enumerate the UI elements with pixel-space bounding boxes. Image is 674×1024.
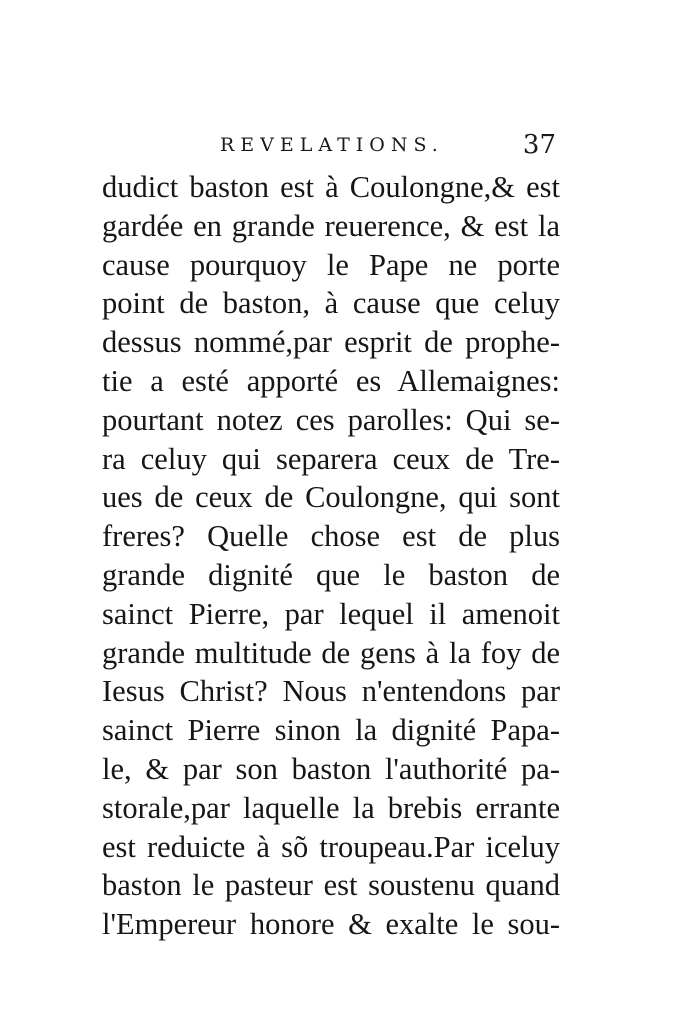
text-line: cause pourquoy le Pape ne porte — [102, 247, 560, 282]
text-line: est reduicte à sõ troupeau.Par iceluy — [102, 829, 560, 864]
running-head-title: REVELATIONS. — [220, 134, 444, 156]
running-head — [100, 130, 562, 166]
text-line: sainct Pierre, par lequel il amenoit — [102, 596, 560, 631]
text-line: grande multitude de gens à la foy de — [102, 635, 560, 670]
text-line: pourtant notez ces parolles: Qui se- — [102, 402, 560, 437]
body-text — [102, 168, 560, 944]
text-line: dudict baston est à Coulongne,& est — [102, 170, 560, 204]
page-number: 37 — [522, 130, 556, 160]
text-line: le, & par son baston l'authorité pa- — [102, 751, 560, 786]
text-line: freres? Quelle chose est de plus — [102, 519, 560, 554]
text-line: ra celuy qui separera ceux de Tre- — [102, 441, 560, 476]
text-line: Iesus Christ? Nous n'entendons par — [102, 674, 560, 709]
text-line: gardée en grande reuerence, & est la — [102, 208, 560, 243]
text-line: sainct Pierre sinon la dignité Papa- — [102, 713, 560, 748]
text-line: ues de ceux de Coulongne, qui sont — [102, 480, 560, 515]
text-line: baston le pasteur est soustenu quand — [102, 868, 560, 903]
text-line: storale,par laquelle la brebis errante — [102, 790, 560, 825]
text-line: grande dignité que le baston de — [102, 557, 560, 592]
text-line: point de baston, à cause que celuy — [102, 286, 560, 321]
text-line: tie a esté apporté es Allemaignes: — [102, 363, 560, 398]
text-line: l'Empereur honore & exalte le sou- — [102, 907, 560, 942]
text-line: dessus nommé,par esprit de prophe- — [102, 325, 560, 360]
